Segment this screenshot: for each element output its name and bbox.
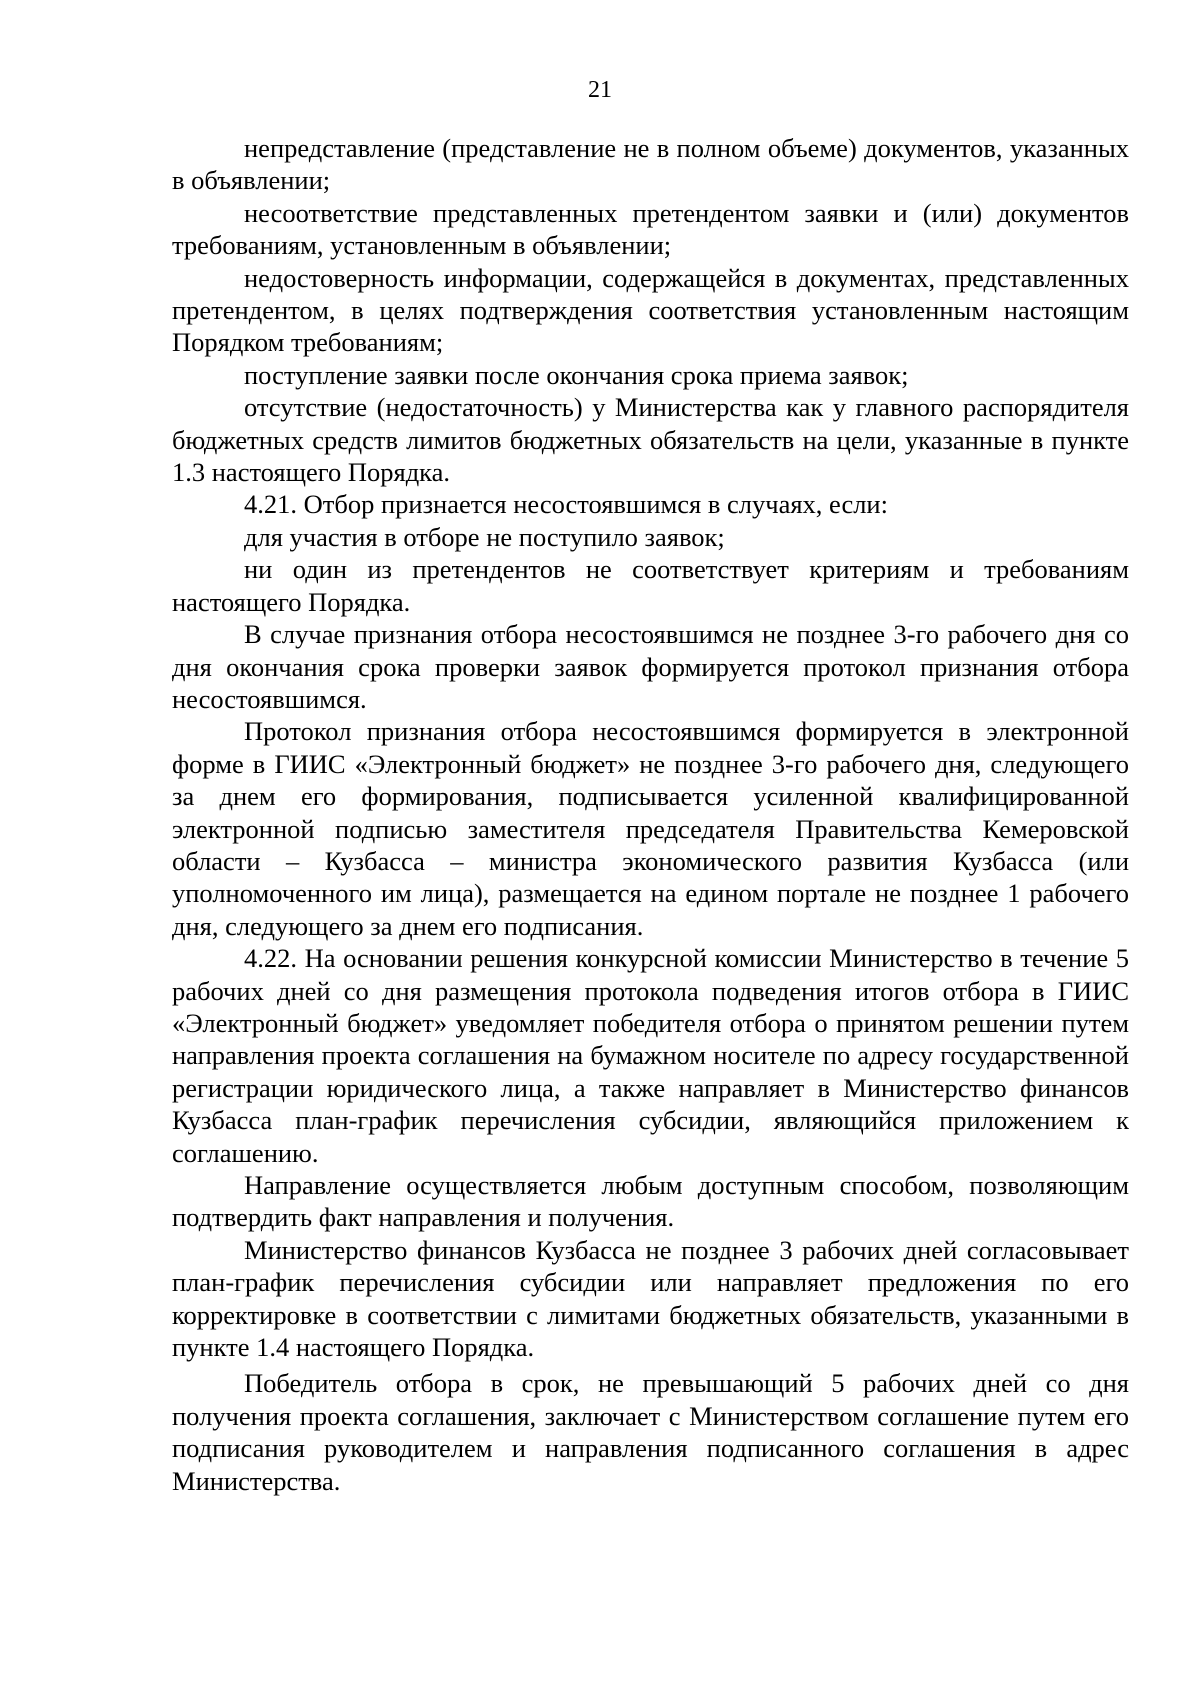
paragraph: недостоверность информации, содержащейся в документах, представленных претендентом, в целях подтверждения соответствия установленным настоящим Порядком требованиям; [172,262,1129,358]
paragraph: Победитель отбора в срок, не превышающий 5 рабочих дней со дня получения проекта соглашения, заключает с Министерством соглашение путем его подписания руководителем и направления подписанного соглашения в адрес Министерства. [172,1368,1129,1496]
paragraph: В случае признания отбора несостоявшимся не позднее 3-го рабочего дня со дня окончания срока проверки заявок формируется протокол признания отбора несостоявшимся. [172,619,1129,714]
paragraph: Протокол признания отбора несостоявшимся формируется в электронной форме в ГИИС «Электронный бюджет» не позднее 3-го рабочего дня, следующего за днем его формирования, подписывается усиленной квалифицированной электронной подписью заместителя председателя Правительства Кемеровской области – Кузбасса – министра экономического развития Кузбасса (или уполномоченного им лица), размещается на едином портале не позднее 1 рабочего дня, следующего за днем его подписания. [172,716,1129,941]
paragraph: ни один из претендентов не соответствует критериям и требованиям настоящего Порядка. [172,554,1129,617]
paragraph: непредставление (представление не в полном объеме) документов, указанных в объявлении; [172,133,1129,196]
paragraph: несоответствие представленных претендентом заявки и (или) документов требованиям, установленным в объявлении; [172,197,1129,261]
page-number: 21 [588,77,612,103]
paragraph: отсутствие (недостаточность) у Министерства как у главного распорядителя бюджетных средств лимитов бюджетных обязательств на цели, указанные в пункте 1.3 настоящего Порядка. [172,392,1129,488]
paragraph: для участия в отборе не поступило заявок; [244,521,725,552]
paragraph: поступление заявки после окончания срока приема заявок; [244,359,909,390]
paragraph: 4.22. На основании решения конкурсной комиссии Министерство в течение 5 рабочих дней со дня размещения протокола подведения итогов отбора в ГИИС «Электронный бюджет» уведомляет победителя отбора о принятом решении путем направления проекта соглашения на бумажном носителе по адресу государственной регистрации юридического лица, а также направляет в Министерство финансов Кузбасса план-график перечисления субсидии, являющийся приложением к соглашению. [172,943,1129,1168]
paragraph: Министерство финансов Кузбасса не позднее 3 рабочих дней согласовывает план-график перечисления субсидии или направляет предложения по его корректировке в соответствии с лимитами бюджетных обязательств, указанными в пункте 1.4 настоящего Порядка. [172,1234,1129,1363]
paragraph: 4.21. Отбор признается несостоявшимся в случаях, если: [244,489,888,520]
document-body [172,132,1129,1497]
paragraph: Направление осуществляется любым доступным способом, позволяющим подтвердить факт направления и получения. [172,1170,1129,1233]
